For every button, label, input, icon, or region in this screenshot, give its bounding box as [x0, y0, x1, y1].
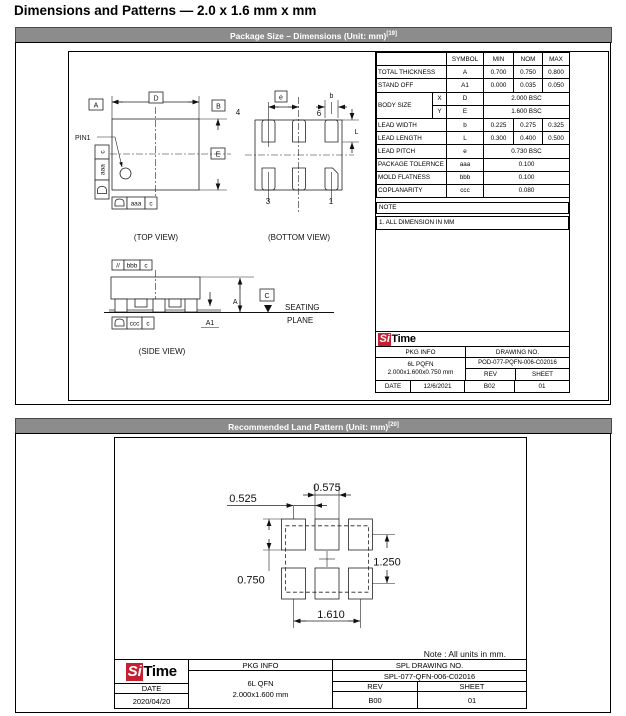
- frame-c-label: c: [149, 200, 153, 208]
- dim-l-label: L: [354, 129, 359, 136]
- pkg-name-size: 6L QFN 2.000x1.600 mm: [232, 679, 289, 699]
- package-views-drawing: [69, 52, 375, 400]
- section1-header-text: Package Size – Dimensions (Unit: mm): [229, 30, 387, 41]
- dim-pitch-e-label: e: [279, 94, 283, 102]
- col-symbol: SYMBOL: [447, 53, 484, 66]
- dimensions-table-panel: [375, 52, 570, 393]
- sheet-label: SHEET: [459, 682, 485, 691]
- col-max: MAX: [543, 53, 570, 66]
- table-row: LEAD WIDTH b 0.225 0.275 0.325: [377, 118, 570, 131]
- pin3-number: 3: [265, 197, 271, 206]
- bottom-view-drawing: [236, 91, 359, 242]
- section1-header-bar: [15, 27, 612, 43]
- date-label: DATE: [376, 381, 411, 392]
- table-row: Y E 1.600 BSC: [377, 105, 570, 118]
- pin1-number: 1: [328, 197, 334, 206]
- spl-drawing-no-label: SPL DRAWING NO.: [333, 660, 526, 671]
- table-row: PACKAGE TOLERNCE aaa 0.100: [377, 158, 570, 171]
- pin4-number: 4: [235, 108, 241, 117]
- note-title: NOTE: [376, 202, 569, 214]
- datum-b-label: B: [216, 103, 221, 111]
- date-value: 2020/04/20: [132, 696, 171, 706]
- units-note: Note : All units in mm.: [423, 649, 506, 659]
- dim-row-pitch: 1.250: [373, 556, 401, 569]
- parallelism-icon: //: [116, 262, 120, 270]
- table-row: COPLANARITY ccc 0.080: [377, 184, 570, 197]
- rev-value: B02: [465, 381, 515, 392]
- stack-c-label: c: [99, 150, 107, 154]
- note-item: 1. ALL DIMENSION IN MM: [376, 216, 569, 230]
- col-nom: NOM: [514, 53, 543, 66]
- frame-c-label: c: [146, 320, 150, 328]
- land-pattern-frame: [114, 437, 527, 709]
- dim-center-offset: 0.525: [229, 493, 257, 505]
- side-view-drawing: [104, 260, 334, 356]
- side-view-caption: (SIDE VIEW): [138, 347, 186, 356]
- sheet-value: 01: [538, 383, 546, 390]
- top-view-drawing: [75, 92, 231, 242]
- dim-a-label: A: [232, 299, 238, 306]
- table-row: BODY SIZE X D 2.000 BSC: [377, 92, 570, 105]
- rev-value: B00: [333, 692, 418, 708]
- sitime-logo: [378, 333, 416, 346]
- datum-flag-icon: [264, 305, 272, 313]
- pkg-name-size: 6L PQFN 2.000x1.600x0.750 mm: [376, 358, 466, 380]
- dim-d-label: D: [153, 95, 159, 103]
- title-block: [376, 331, 569, 392]
- section2-header-bar: [15, 418, 612, 434]
- section1-header-footnote: [19]: [386, 31, 398, 37]
- rev-label: REV: [466, 369, 516, 380]
- table-row: LEAD PITCH e 0.730 BSC: [377, 145, 570, 158]
- drawing-no-value: POD-077-PQFN-006-C02016: [466, 358, 569, 369]
- date-label: DATE: [115, 684, 188, 694]
- table-row: LEAD LENGTH L 0.300 0.400 0.500: [377, 132, 570, 145]
- pkg-info-label: PKG INFO: [376, 347, 466, 357]
- dim-a1-label: A1: [205, 320, 215, 327]
- land-pattern-panel: [15, 433, 611, 713]
- pin1-label: PIN1: [75, 135, 91, 142]
- datum-a-label: A: [93, 102, 99, 110]
- section2-header-text: Recommended Land Pattern (Unit: mm): [228, 421, 389, 432]
- sitime-logo: [115, 660, 188, 684]
- top-view-caption: (TOP VIEW): [133, 233, 179, 242]
- table-row: STAND OFF A1 0.000 0.035 0.050: [377, 79, 570, 92]
- title-block: [115, 659, 526, 708]
- plane-label: PLANE: [287, 316, 314, 325]
- table-header-row: [377, 53, 570, 66]
- col-min: MIN: [484, 53, 514, 66]
- frame-c-label: c: [144, 262, 148, 270]
- spl-drawing-no-value: SPL-077-QFN-006-C02016: [333, 671, 526, 682]
- land-pattern-drawing: [115, 438, 526, 660]
- table-row: MOLD FLATNESS bbb 0.100: [377, 171, 570, 184]
- bottom-view-caption: (BOTTOM VIEW): [267, 233, 331, 242]
- dim-e-label: E: [215, 151, 221, 159]
- logo-si: Si: [379, 332, 390, 345]
- frame-ccc-label: ccc: [129, 320, 140, 328]
- sheet-value: 01: [467, 695, 477, 705]
- datum-c-label: C: [264, 293, 270, 300]
- drawing-no-label: DRAWING NO.: [495, 348, 540, 356]
- logo-si: Si: [127, 662, 142, 680]
- rev-label: REV: [333, 682, 418, 691]
- pin1-indicator-icon: [120, 168, 131, 179]
- logo-time: Time: [391, 332, 416, 345]
- sheet-label: SHEET: [532, 371, 553, 378]
- dim-col-span: 1.610: [317, 609, 345, 621]
- date-value: 12/6/2021: [411, 381, 465, 392]
- logo-time: Time: [143, 662, 177, 680]
- dimensions-table: [376, 52, 570, 198]
- dim-pad-width: 0.575: [313, 482, 341, 494]
- dim-pad-height: 0.750: [237, 574, 265, 587]
- stack-aaa-label: aaa: [99, 164, 107, 175]
- pkg-info-label: PKG INFO: [189, 660, 332, 671]
- package-dimensions-panel: [15, 42, 611, 405]
- dimensions-drawing-frame: [68, 51, 609, 401]
- page-title: Dimensions and Patterns — 2.0 x 1.6 mm x mm: [14, 3, 317, 18]
- frame-aaa-label: aaa: [130, 200, 142, 208]
- frame-bbb-label: bbb: [126, 262, 138, 270]
- section2-header-footnote: [20]: [388, 422, 399, 428]
- table-row: TOTAL THICKNESS A 0.700 0.750 0.800: [377, 66, 570, 79]
- seating-label: SEATING: [285, 303, 320, 312]
- dim-b-label: b: [329, 93, 334, 100]
- pin6-number: 6: [316, 109, 322, 118]
